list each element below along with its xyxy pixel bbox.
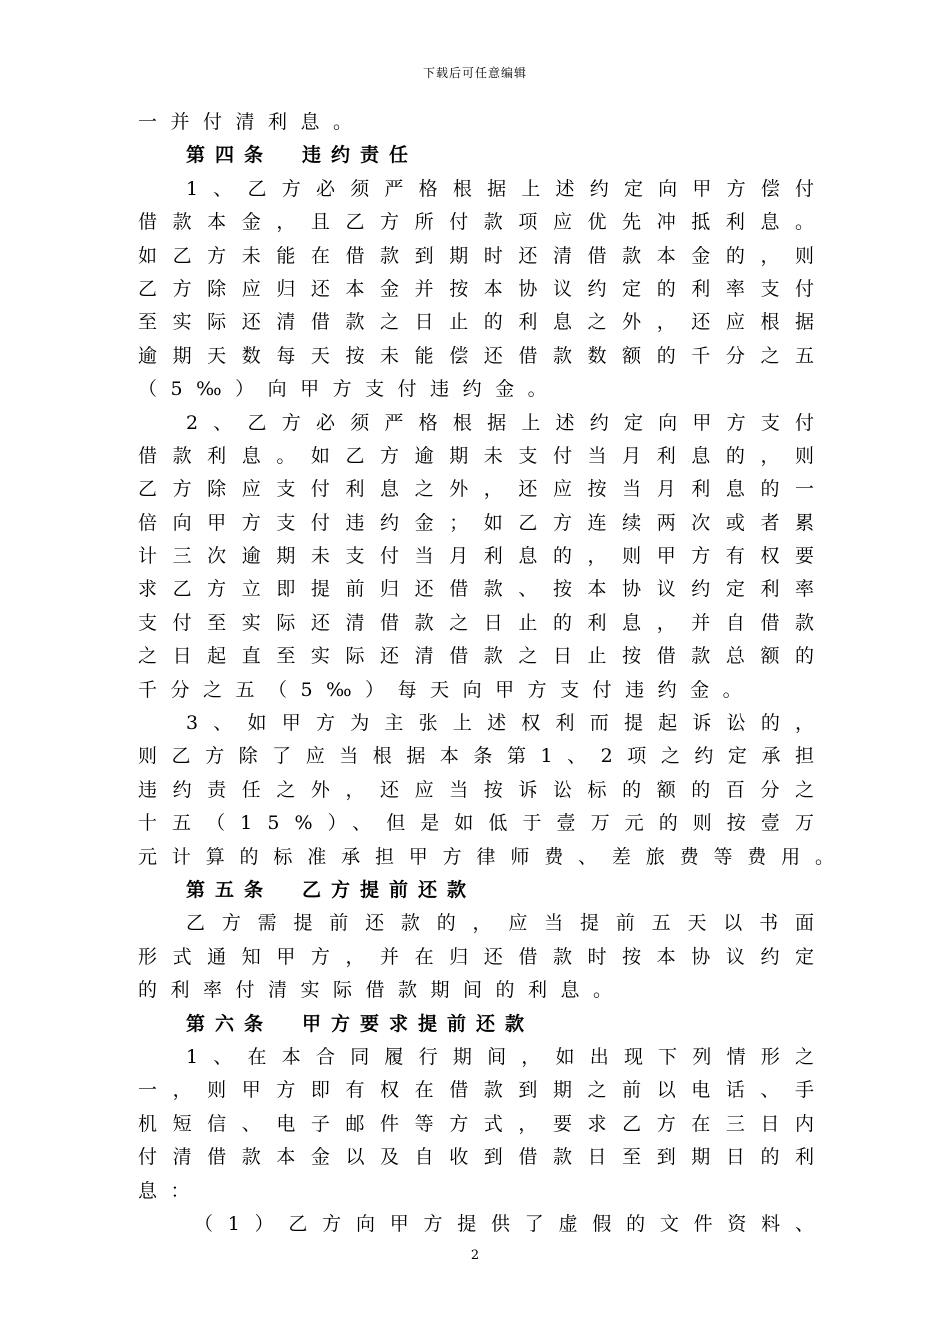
paragraph-line: 违约责任之外，还应当按诉讼标的额的百分之 — [138, 778, 830, 801]
paragraph-line: 则乙方除了应当根据本条第1、2项之约定承担 — [138, 745, 829, 768]
paragraph-line: 的利率付清实际借款期间的利息。 — [138, 979, 626, 1002]
page-header: 下载后可任意编辑 — [422, 66, 527, 80]
paragraph-line: 付清借款本金以及自收到借款日至到期日的利 — [138, 1146, 830, 1169]
paragraph-line: 一并付清利息。 — [138, 111, 366, 133]
document-body — [138, 106, 849, 1241]
paragraph-line: 乙方除应支付利息之外，还应按当月利息的一 — [138, 478, 830, 501]
paragraph-line: 借款本金，且乙方所付款项应优先冲抵利息。 — [138, 211, 830, 234]
paragraph-line: 至实际还清借款之日止的利息之外，还应根据 — [138, 311, 830, 334]
paragraph-line: （5‰）向甲方支付违约金。 — [138, 378, 561, 401]
paragraph-line: 十五（15%）、但是如低于壹万元的则按壹万 — [138, 812, 829, 835]
paragraph-line: 3、如甲方为主张上述权利而提起诉讼的， — [186, 712, 830, 735]
paragraph-line: 乙方除应归还本金并按本协议约定的利率支付 — [138, 277, 830, 300]
paragraph-line: 之日起直至实际还清借款之日止按借款总额的 — [138, 645, 830, 668]
article-heading: 第五条 乙方提前还款 — [186, 878, 477, 901]
paragraph-line: 如乙方未能在借款到期时还清借款本金的，则 — [138, 244, 830, 267]
paragraph-line: 2、乙方必须严格根据上述约定向甲方支付 — [186, 411, 830, 434]
paragraph-line: 一，则甲方即有权在借款到期之前以电话、手 — [138, 1079, 830, 1102]
page-number: 2 — [470, 1248, 480, 1263]
paragraph-line: 乙方需提前还款的，应当提前五天以书面 — [186, 912, 831, 935]
paragraph-line: 逾期天数每天按未能偿还借款数额的千分之五 — [138, 344, 830, 367]
paragraph-line: 1、乙方必须严格根据上述约定向甲方偿付 — [186, 177, 830, 200]
paragraph-line: 支付至实际还清借款之日止的利息，并自借款 — [138, 611, 830, 634]
paragraph-line: 机短信、电子邮件等方式，要求乙方在三日内 — [138, 1112, 830, 1135]
paragraph-line: 1、在本合同履行期间，如出现下列情形之 — [186, 1045, 830, 1068]
article-heading: 第六条 甲方要求提前还款 — [186, 1012, 535, 1035]
article-heading: 第四条 违约责任 — [186, 144, 419, 167]
paragraph-line: 求乙方立即提前归还借款、按本协议约定利率 — [138, 578, 830, 601]
paragraph-line: 形式通知甲方，并在归还借款时按本协议约定 — [138, 945, 830, 968]
paragraph-line: 千分之五（5‰）每天向甲方支付违约金。 — [138, 678, 756, 701]
paragraph-line: 倍向甲方支付违约金；如乙方连续两次或者累 — [138, 511, 830, 534]
paragraph-line: 元计算的标准承担甲方律师费、差旅费等费用。 — [138, 845, 849, 868]
paragraph-line: 借款利息。如乙方逾期未支付当月利息的，则 — [138, 444, 830, 467]
paragraph-line: 息： — [138, 1179, 204, 1202]
paragraph-line: （1）乙方向甲方提供了虚假的文件资料、 — [194, 1212, 829, 1235]
paragraph-line: 计三次逾期未支付当月利息的，则甲方有权要 — [138, 545, 830, 568]
